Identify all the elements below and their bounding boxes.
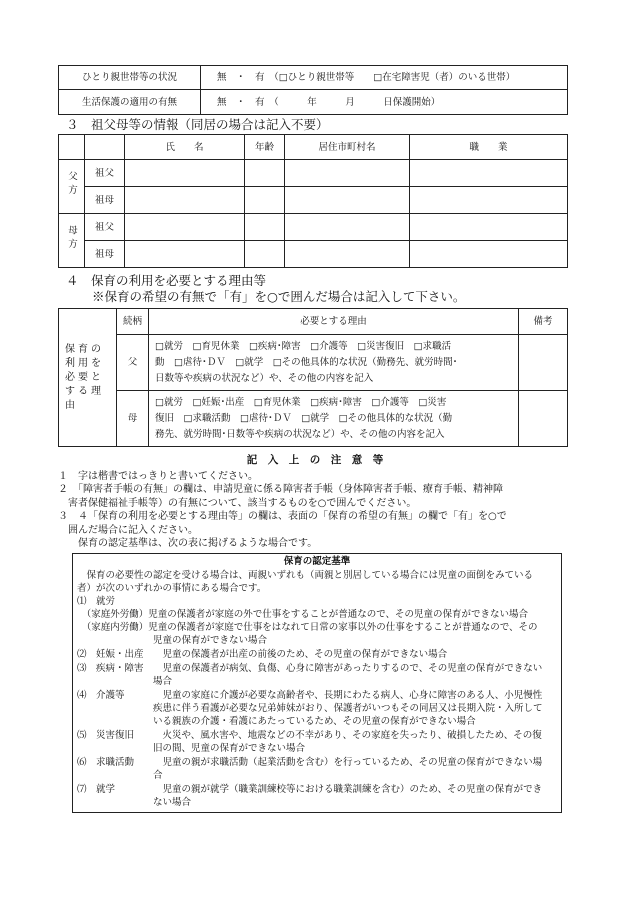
name-cell[interactable] [125,160,245,187]
section4-heading: ４ 保育の利用を必要とする理由等 [66,273,267,288]
col-relation-header: 続柄 [117,309,149,335]
notes-list [58,470,578,550]
mother-reason-line: □就労 □妊娠･出産 □育児休業 □疾病･障害 □介護等 □災害 [155,396,447,408]
criteria-line: ⑺ 就学 児童の親が就学（職業訓練校等における職業訓練を含む）のため、その児童の保育ができ [77,784,543,795]
reason-table [58,308,568,447]
note-line: 保育の認定基準は、次の表に掲げるような場合です。 [58,538,318,550]
notes-title: 記 入 上 の 注 意 等 [246,454,384,466]
note-line: １ 字は楷書ではっきりと書いてください。 [58,471,258,482]
section4-subheading: ※保育の希望の有無で「有」を○で囲んだ場合は記入して下さい。 [92,289,466,304]
father-reason-line: 日数等や疾病の状況など）や、その他の内容を記入 [155,372,374,384]
job-cell[interactable] [410,241,568,268]
criteria-line: ⑶ 疾病・障害 児童の保護者が病気、負傷、心身に障害があったりするので、その児童の保育ができない [77,663,543,674]
col-name-header: 氏 名 [125,135,245,160]
father-reasons[interactable] [149,335,519,391]
criteria-line: 場合 [77,676,173,687]
age-cell[interactable] [245,241,285,268]
criteria-line: （家庭内労働）児童の保護者が家庭で仕事をはなれて日常の家事以外の仕事をすることが普通なので、その [77,622,538,633]
col-reason-header: 必要とする理由 [149,309,519,335]
criteria-line: ⑵ 妊娠・出産 児童の保護者が出産の前後のため、その児童の保育ができない場合 [77,649,448,660]
single-parent-label: ひとり親世帯等の状況 [59,66,201,90]
mother-relation: 母 [117,391,149,447]
criteria-title: 保育の認定基準 [283,556,351,567]
single-parent-value[interactable]: 無 ・ 有 （□ひとり親世帯等 □在宅障害児（者）のいる世帯） [201,66,568,90]
criteria-line: 保育の必要性の認定を受ける場合は、両親いずれも（両親と別居している場合には児童の面倒をみている [77,570,534,581]
reason-label: 保育の利用を必要とする理由 [59,309,117,447]
criteria-line: 児童の保育ができない場合 [77,635,268,646]
grandparents-header-blank [59,135,85,160]
household-status-table [58,65,568,115]
criteria-line: ⑴ 就労 [77,596,116,607]
note-line: ３ ４「保育の利用を必要とする理由等」の欄は、表面の「保育の希望の有無」の欄で「有」を○で [58,511,507,523]
grandparents-header-blank [85,135,125,160]
city-cell[interactable] [285,241,410,268]
grandfather-label: 祖父 [85,214,125,241]
grandfather-label: 祖父 [85,160,125,187]
name-cell[interactable] [125,214,245,241]
welfare-label: 生活保護の適用の有無 [59,90,201,115]
father-reason-line: □就労 □育児休業 □疾病･障害 □介護等 □災害復旧 □求職活 [155,340,452,352]
mother-reason-line: 復旧 □求職活動 □虐待･ＤＶ □就学 □その他具体的な状況（勤 [155,412,453,424]
section3-heading: ３ 祖父母等の情報（同居の場合は記入不要） [66,117,329,132]
city-cell[interactable] [285,160,410,187]
grandparents-table [58,134,568,268]
mother-reason-line: 務先、就労時間･日数等や疾病の状況など）や、その他の内容を記入 [155,428,445,440]
job-cell[interactable] [410,160,568,187]
note-line: 囲んだ場合に記入ください。 [58,524,198,536]
criteria-line: 者）が次のいずれかの事情にある場合です。 [77,583,267,594]
note-line: 害者保健福祉手帳等）の有無について、該当するものを○で囲んでください。 [58,497,417,509]
age-cell[interactable] [245,214,285,241]
note-line: ２ 「障害者手帳の有無」の欄は、申請児童に係る障害者手帳（身体障害者手帳、療育手帳、精神障 [58,484,503,496]
grandmother-label: 祖母 [85,187,125,214]
criteria-line: ⑷ 介護等 児童の家庭に介護が必要な高齢者や、長期にわたる病人、心身に障害のある人、小児慢性 [77,690,543,701]
col-city-header: 居住市町村名 [285,135,410,160]
job-cell[interactable] [410,214,568,241]
criteria-line: いる親族の介護・看護にあたっているため、その児童の保育ができない場合 [77,716,476,727]
grandmother-label: 祖母 [85,241,125,268]
father-relation: 父 [117,335,149,391]
criteria-line: ⑸ 災害復旧 火災や、風水害や、地震などの不幸があり、その家庭を失ったり、破損したため、その復 [77,730,542,741]
criteria-line: （家庭外労働）児童の保護者が家庭の外で仕事をすることが普通なので、その児童の保育ができない場合 [77,609,529,620]
job-cell[interactable] [410,187,568,214]
criteria-line: ⑹ 求職活動 児童の親が求職活動（起業活動を含む）を行っているため、その児童の保育ができない場 [77,757,543,768]
mother-reasons[interactable] [149,391,519,447]
criteria-line: 合 [77,770,163,781]
criteria-line: ない場合 [77,797,192,808]
col-remarks-header: 備考 [519,309,568,335]
mother-side-label: 母方 [59,214,85,268]
city-cell[interactable] [285,214,410,241]
age-cell[interactable] [245,187,285,214]
col-job-header: 職 業 [410,135,568,160]
city-cell[interactable] [285,187,410,214]
age-cell[interactable] [245,160,285,187]
criteria-box [72,553,562,813]
criteria-line: 旧の間、児童の保育ができない場合 [77,743,306,754]
name-cell[interactable] [125,241,245,268]
name-cell[interactable] [125,187,245,214]
father-reason-line: 動 □虐待･ＤＶ □就学 □その他具体的な状況（勤務先、就労時間･ [155,356,458,368]
father-side-label: 父方 [59,160,85,214]
col-age-header: 年齢 [245,135,285,160]
welfare-value[interactable]: 無 ・ 有 （ 年 月 日保護開始） [201,90,568,115]
criteria-line: 疾患に伴う看護が必要な兄弟姉妹がおり、保護者がいつもその同居又は長期入院・入所して [77,703,543,714]
mother-remarks[interactable] [519,391,568,447]
father-remarks[interactable] [519,335,568,391]
